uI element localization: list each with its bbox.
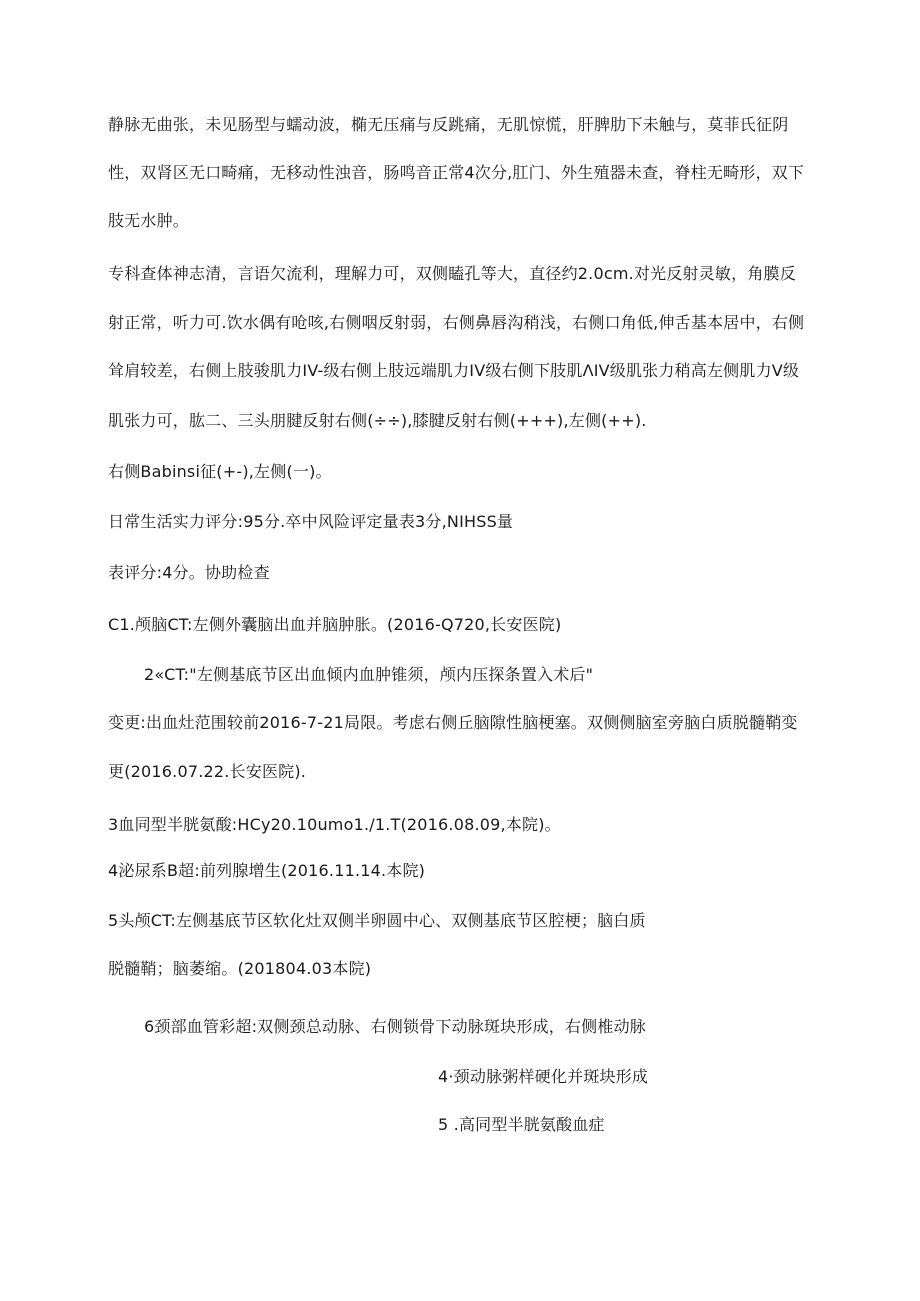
text-line: 射正常，听力可.饮水偶有呛咳,右侧咽反射弱，右侧鼻唇沟稍浅，右侧口角低,伸舌基本居中，右侧 (108, 313, 805, 332)
text-line: 变更:出血灶范围较前2016-7-21局限。考虑右侧丘脑隙性脑梗塞。双侧侧脑室旁脑白质脱髓鞘变 (108, 713, 798, 732)
text-line: 耸肩较差，右侧上肢骏肌力IV-级右侧上肢远端肌力IV级右侧下肢肌ΛIV级肌张力稍高左侧肌力V级 (108, 361, 800, 380)
text-line: 专科查体神志清，言语欠流利，理解力可，双侧瞌孔等大，直径约2.0cm.对光反射灵敏，角膜反 (108, 264, 796, 283)
text-line: 4泌尿系B超:前列腺增生(2016.11.14.本院) (108, 861, 426, 880)
text-line: 2«CT:"左侧基底节区出血倾内血肿锥须，颅内压探条置入术后" (144, 665, 594, 684)
text-line: 更(2016.07.22.长安医院). (108, 762, 307, 781)
text-line: 右侧Babinsi征(+-),左侧(一)。 (108, 462, 332, 481)
text-line: 5 .高同型半胱氨酸血症 (438, 1115, 605, 1134)
text-line: 6颈部血管彩超:双侧颈总动脉、右侧锁骨下动脉斑块形成，右侧椎动脉 (144, 1017, 646, 1036)
text-line: 表评分:4分。协助检查 (108, 563, 270, 582)
text-line: 脱髓鞘；脑萎缩。(201804.03本院) (108, 959, 372, 978)
text-line: 4·颈动脉粥样硬化并斑块形成 (438, 1067, 649, 1086)
text-line: 5头颅CT:左侧基底节区软化灶双侧半卵圆中心、双侧基底节区腔梗；脑白质 (108, 911, 646, 930)
text-line: 静脉无曲张，未见肠型与蠕动波，椭无压痛与反跳痛，无肌惊慌，肝脾肋下未触与，莫菲氏征阴 (108, 115, 789, 134)
text-line: 肌张力可，肱二、三头朋腱反射右侧(÷÷),膝腱反射右侧(+++),左侧(++). (108, 411, 647, 430)
text-line: 性，双肾区无口畸痛，无移动性浊音，肠鸣音正常4次分,肛门、外生殖器未查，脊柱无畸形，双下 (108, 163, 805, 182)
text-line: 肢无水肿。 (108, 211, 190, 230)
text-line: 3血同型半胱氨酸:HCy20.10umo1./1.T(2016.08.09,本院)。 (108, 815, 561, 834)
text-line: C1.颅脑CT:左侧外囊脑出血并脑肿胀。(2016-Q720,长安医院) (108, 615, 562, 634)
text-line: 日常生活实力评分:95分.卒中风险评定量表3分,NIHSS量 (108, 512, 514, 531)
